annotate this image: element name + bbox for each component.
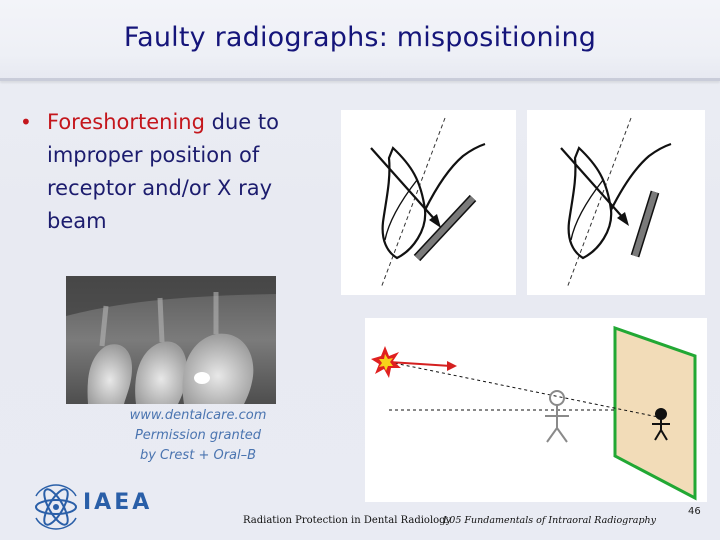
gum-line <box>425 144 485 210</box>
footer-lecture-title: L05 Fundamentals of Intraoral Radiography <box>443 515 657 526</box>
bullet-dot: • <box>20 110 32 134</box>
long-axis-line <box>381 118 445 288</box>
title-bar <box>0 0 720 81</box>
projection-diagram <box>365 318 707 502</box>
iaea-atom-logo-icon <box>30 484 82 530</box>
image-screen <box>615 328 695 498</box>
tooth-diagram-2-svg <box>527 110 705 295</box>
projection-diagram-svg <box>365 318 707 502</box>
page-number: 46 <box>688 506 701 517</box>
stick-figure-icon <box>545 391 569 442</box>
credit-line-1: www.dentalcare.com <box>129 408 267 423</box>
xray-beam-arrow-head <box>447 361 457 371</box>
xray-beam-arrow <box>389 362 451 366</box>
image-credit <box>118 406 278 466</box>
dental-xray-svg <box>66 276 276 404</box>
tooth-diagram-1-svg <box>341 110 516 295</box>
receptor <box>635 192 655 256</box>
tooth-diagram-1 <box>341 110 516 295</box>
credit-line-3: by Crest + Oral–B <box>139 448 257 463</box>
bullet-item <box>47 106 322 238</box>
gum-line <box>611 144 671 210</box>
iaea-logo-text: IAEA <box>83 490 153 515</box>
pulp-line <box>385 180 417 240</box>
footer-course-title: Radiation Protection in Dental Radiology <box>243 515 452 526</box>
credit-line-2: Permission granted <box>134 428 262 443</box>
tooth-diagram-2 <box>527 110 705 295</box>
dental-xray-image <box>66 276 276 404</box>
bullet-rest: due to improper position of receptor and/or X ray beam <box>47 110 279 233</box>
bullet-highlight: Foreshortening <box>47 110 205 134</box>
long-axis-line <box>567 118 631 288</box>
slide-title: Faulty radiographs: mispositioning <box>123 22 597 53</box>
